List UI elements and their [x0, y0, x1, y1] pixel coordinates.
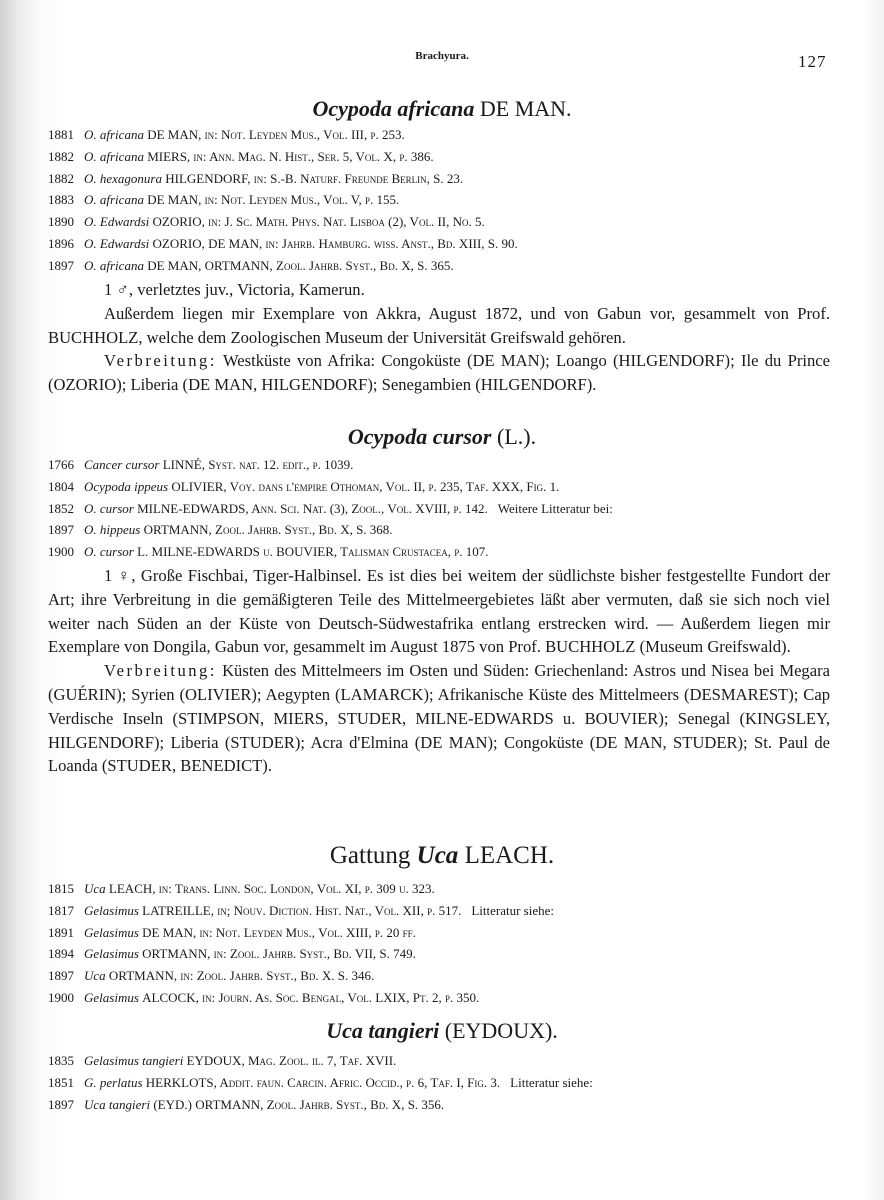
reference-year: 1804 [48, 478, 74, 494]
reference-year: 1766 [48, 457, 74, 472]
reference-citation: MILNE-EDWARDS, Ann. Sci. Nat. (3), Zool., Vol. XVIII, p. 142. [137, 500, 488, 516]
reference-taxon: O. africana [84, 257, 144, 273]
body-paragraph: Außerdem liegen mir Exemplare von Akkra, August 1872, und von Gabun vor, gesammelt von Prof. BUCHHOLZ, welche dem Zoologischen Museum der Universität Greifswald gehören. [48, 303, 830, 347]
reference-year: 1835 [48, 1053, 74, 1068]
reference-citation: ORTMANN, Zool. Jahrb. Syst., Bd. X, S. 368. [143, 522, 393, 538]
reference-list [48, 124, 864, 277]
reference-entry [48, 211, 864, 233]
reference-taxon: Gelasimus [84, 989, 139, 1005]
reference-year: 1882 [48, 170, 74, 186]
reference-year: 1883 [48, 192, 74, 208]
reference-taxon: Uca [84, 968, 106, 984]
reference-citation: DE MAN, in: Not. Leyden Mus., Vol. XIII, p. 20 ff. [142, 924, 416, 940]
reference-entry [48, 878, 864, 900]
reference-note: Weitere Litteratur bei: [497, 500, 613, 516]
reference-year: 1817 [48, 902, 74, 918]
reference-entry [48, 1072, 864, 1094]
distribution-label: Verbreitung: [104, 351, 217, 371]
reference-list [48, 878, 864, 1009]
genus-prefix: Gattung [329, 842, 411, 869]
reference-citation: OZORIO, DE MAN, in: Jahrb. Hamburg. wiss. Anst., Bd. XIII, S. 90. [152, 235, 518, 251]
material-line: 1 ♂, verletztes juv., Victoria, Kamerun. [104, 280, 365, 299]
reference-citation: DE MAN, in: Not. Leyden Mus., Vol. III, p. 253. [147, 127, 405, 142]
reference-year: 1891 [48, 924, 74, 940]
reference-taxon: O. africana [84, 127, 144, 142]
genus-heading-uca [0, 842, 884, 870]
reference-entry [48, 498, 864, 520]
reference-entry [48, 519, 864, 541]
reference-year: 1897 [48, 522, 74, 538]
reference-entry [48, 146, 864, 168]
reference-taxon: Cancer cursor [84, 457, 160, 472]
reference-entry [48, 541, 864, 563]
reference-citation: DE MAN, ORTMANN, Zool. Jahrb. Syst., Bd. X, S. 365. [147, 257, 454, 273]
reference-citation: (EYD.) ORTMANN, Zool. Jahrb. Syst., Bd. X, S. 356. [153, 1096, 445, 1112]
reference-citation: ALCOCK, in: Journ. As. Soc. Bengal, Vol. LXIX, Pt. 2, p. 350. [142, 989, 480, 1005]
reference-taxon: Ocypoda ippeus [84, 478, 169, 494]
reference-year: 1897 [48, 1096, 74, 1112]
distribution-text: Westküste von Afrika: Congoküste (DE MAN); Loango (HILGENDORF); Ile du Prince (OZORIO); Liberia (DE MAN, HILGENDORF); Senegambien (HILGENDORF). [48, 351, 830, 395]
reference-taxon: O. Edwardsi [84, 214, 150, 230]
reference-note: Litteratur siehe: [510, 1074, 593, 1090]
reference-entry [48, 987, 864, 1009]
reference-entry [48, 1094, 864, 1116]
reference-citation: OLIVIER, Voy. dans l'empire Othoman, Vol. II, p. 235, Taf. XXX, Fig. 1. [171, 478, 560, 494]
species-heading-ocypoda-africana [0, 96, 884, 122]
distribution-label: Verbreitung: [104, 661, 217, 681]
reference-citation: HILGENDORF, in: S.-B. Naturf. Freunde Berlin, S. 23. [165, 170, 464, 186]
reference-citation: ORTMANN, in: Zool. Jahrb. Syst., Bd. X. S. 346. [108, 968, 375, 984]
reference-entry [48, 189, 864, 211]
reference-taxon: Uca [84, 881, 106, 896]
reference-entry [48, 124, 864, 146]
reference-taxon: Uca tangieri [84, 1096, 151, 1112]
reference-note: Litteratur siehe: [471, 902, 555, 918]
reference-year: 1851 [48, 1074, 74, 1090]
distribution-text: Küsten des Mittelmeers im Osten und Süden: Griechenland: Astros und Nisea bei Megara (GUÉRIN); Syrien (OLIVIER); Aegypten (LAMARCK); Afrikanische Küste des Mittelmeers (DESMAREST); Cap Verdische Inseln (STIMPSON, MIERS, STUDER, MILNE-EDWARDS u. BOUVIER); Senegal (KINGSLEY, HILGENDORF); Liberia (STUDER); Acra d'Elmina (DE MAN); Congoküste (DE MAN, STUDER); St. Paul de Loanda (STUDER, BENEDICT). [48, 661, 830, 776]
reference-citation: OZORIO, in: J. Sc. Math. Phys. Nat. Lisboa (2), Vol. II, No. 5. [152, 214, 485, 230]
reference-taxon: G. perlatus [84, 1074, 143, 1090]
reference-taxon: Gelasimus tangieri [84, 1053, 184, 1068]
species-author: (L.). [497, 424, 537, 449]
reference-entry [48, 900, 864, 922]
reference-taxon: Gelasimus [84, 902, 139, 918]
reference-taxon: O. africana [84, 148, 144, 164]
page-number: 127 [798, 52, 827, 71]
reference-taxon: O. cursor [84, 544, 134, 560]
distribution-paragraph [48, 659, 830, 778]
section-body-cursor [48, 564, 830, 778]
species-name: Ocypoda cursor [347, 424, 492, 449]
genus-name: Uca [416, 842, 459, 869]
reference-entry [48, 168, 864, 190]
reference-entry [48, 965, 864, 987]
reference-year: 1890 [48, 214, 74, 230]
reference-citation: DE MAN, in: Not. Leyden Mus., Vol. V, p. 155. [147, 192, 400, 208]
reference-year: 1881 [48, 127, 74, 142]
reference-entry [48, 1050, 864, 1072]
species-author: (EYDOUX). [444, 1018, 558, 1043]
body-paragraph: 1 ♀, Große Fischbai, Tiger-Halbinsel. Es ist dies bei weitem der südlichste bisher festgestellte Fundort der Art; ihre Verbreitung in die gemäßigteren Teile des Mittelmeergebietes läßt aber vermuten, daß sie sich noch viel weiter nach Süden an der Küste von Deutsch-Südwestafrika entlang erstrecken wird. — Außerdem liegen mir Exemplare von Dongila, Gabun vor, gesammelt im August 1875 von Prof. BUCHHOLZ (Museum Greifswald). [48, 566, 830, 657]
reference-entry [48, 454, 864, 476]
species-name: Uca tangieri [326, 1018, 440, 1043]
reference-entry [48, 922, 864, 944]
reference-list [48, 454, 864, 563]
reference-citation: MIERS, in: Ann. Mag. N. Hist., Ser. 5, Vol. X, p. 386. [147, 148, 434, 164]
reference-taxon: O. cursor [84, 500, 134, 516]
reference-year: 1882 [48, 148, 74, 164]
reference-year: 1852 [48, 500, 74, 516]
reference-citation: L. MILNE-EDWARDS u. BOUVIER, Talisman Crustacea, p. 107. [137, 544, 489, 560]
reference-entry [48, 943, 864, 965]
reference-entry [48, 255, 864, 277]
reference-year: 1897 [48, 257, 74, 273]
reference-citation: LATREILLE, in; Nouv. Diction. Hist. Nat., Vol. XII, p. 517. [142, 902, 462, 918]
section-body-africana [48, 278, 830, 397]
reference-citation: HERKLOTS, Addit. faun. Carcin. Afric. Occid., p. 6, Taf. I, Fig. 3. [145, 1074, 501, 1090]
reference-taxon: O. Edwardsi [84, 235, 150, 251]
reference-citation: LINNÉ, Syst. nat. 12. edit., p. 1039. [162, 457, 354, 472]
reference-taxon: Gelasimus [84, 946, 139, 962]
reference-year: 1897 [48, 968, 74, 984]
species-name: Ocypoda africana [312, 96, 475, 121]
reference-taxon: Gelasimus [84, 924, 139, 940]
reference-list [48, 1050, 864, 1115]
reference-year: 1815 [48, 881, 74, 896]
reference-citation: EYDOUX, Mag. Zool. il. 7, Taf. XVII. [186, 1053, 397, 1068]
distribution-paragraph [48, 349, 830, 397]
reference-citation: LEACH, in: Trans. Linn. Soc. London, Vol. XI, p. 309 u. 323. [108, 881, 435, 896]
reference-year: 1894 [48, 946, 74, 962]
reference-entry [48, 233, 864, 255]
reference-taxon: O. africana [84, 192, 144, 208]
reference-year: 1896 [48, 235, 74, 251]
species-heading-uca-tangieri [0, 1018, 884, 1044]
reference-year: 1900 [48, 989, 74, 1005]
reference-entry [48, 476, 864, 498]
reference-taxon: O. hippeus [84, 522, 141, 538]
species-author: DE MAN. [479, 96, 572, 121]
reference-citation: ORTMANN, in: Zool. Jahrb. Syst., Bd. VII, S. 749. [142, 946, 416, 962]
running-head: Brachyura. [415, 50, 469, 62]
reference-taxon: O. hexagonura [84, 170, 162, 186]
reference-year: 1900 [48, 544, 74, 560]
genus-author: LEACH. [464, 842, 555, 869]
species-heading-ocypoda-cursor [0, 424, 884, 450]
